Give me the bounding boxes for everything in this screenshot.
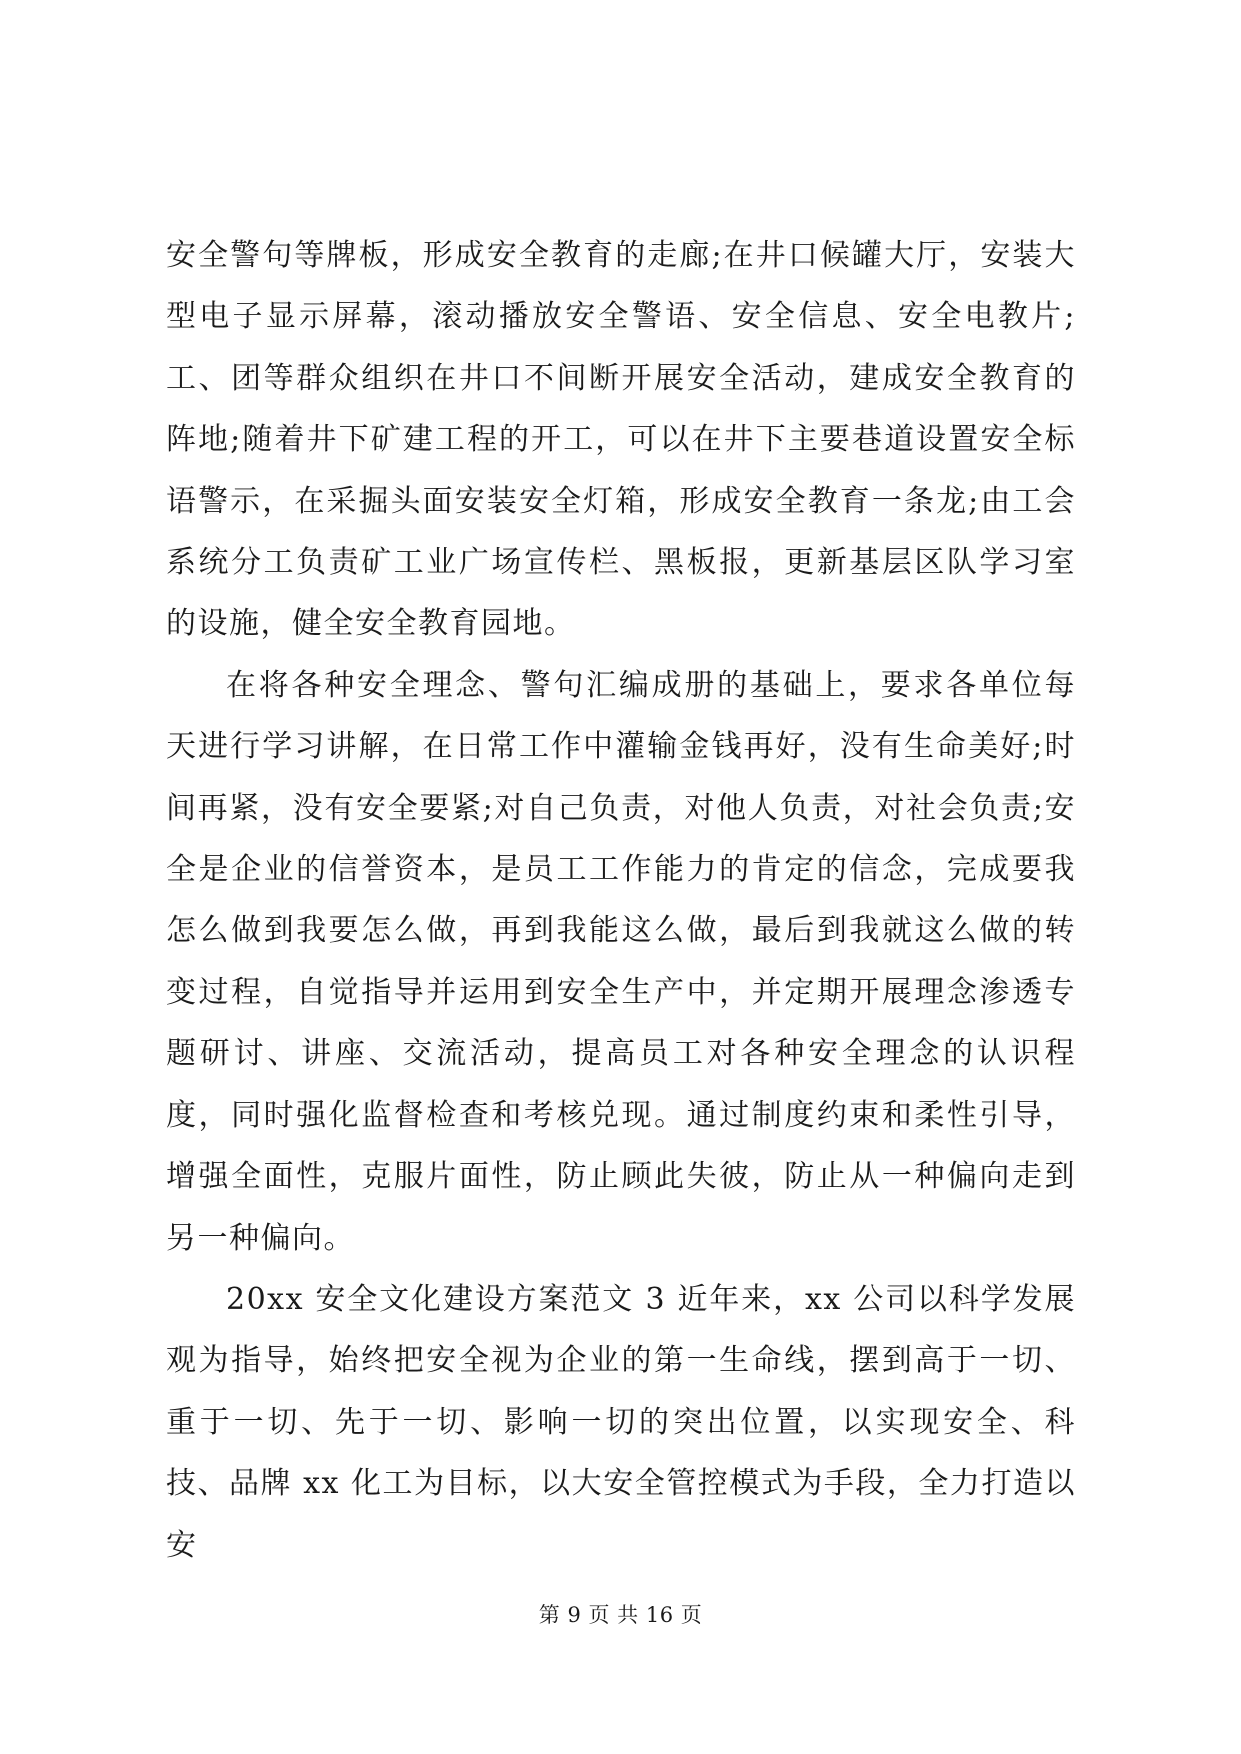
paragraph-3: 20xx 安全文化建设方案范文 3 近年来，xx 公司以科学发展观为指导，始终把安全视为企业的第一生命线，摆到高于一切、重于一切、先于一切、影响一切的突出位置，以实现安全、科技、品牌 xx 化工为目标，以大安全管控模式为手段，全力打造以安 xyxy=(166,1281,1076,1563)
body-text xyxy=(166,225,1076,1576)
page-number-footer: 第 9 页 共 16 页 xyxy=(538,1603,703,1627)
paragraph-2: 在将各种安全理念、警句汇编成册的基础上，要求各单位每天进行学习讲解，在日常工作中灌输金钱再好，没有生命美好;时间再紧，没有安全要紧;对自己负责，对他人负责，对社会负责;安全是企业的信誉资本，是员工工作能力的肯定的信念，完成要我怎么做到我要怎么做，再到我能这么做，最后到我就这么做的转变过程，自觉指导并运用到安全生产中，并定期开展理念渗透专题研讨、讲座、交流活动，提高员工对各种安全理念的认识程度，同时强化监督检查和考核兑现。通过制度约束和柔性引导，增强全面性，克服片面性，防止顾此失彼，防止从一种偏向走到另一种偏向。 xyxy=(166,667,1076,1256)
paragraph-1: 安全警句等牌板，形成安全教育的走廊;在井口候罐大厅，安装大型电子显示屏幕，滚动播放安全警语、安全信息、安全电教片;工、团等群众组织在井口不间断开展安全活动，建成安全教育的阵地;随着井下矿建工程的开工，可以在井下主要巷道设置安全标语警示，在采掘头面安装安全灯箱，形成安全教育一条龙;由工会系统分工负责矿工业广场宣传栏、黑板报，更新基层区队学习室的设施，健全安全教育园地。 xyxy=(166,238,1076,642)
